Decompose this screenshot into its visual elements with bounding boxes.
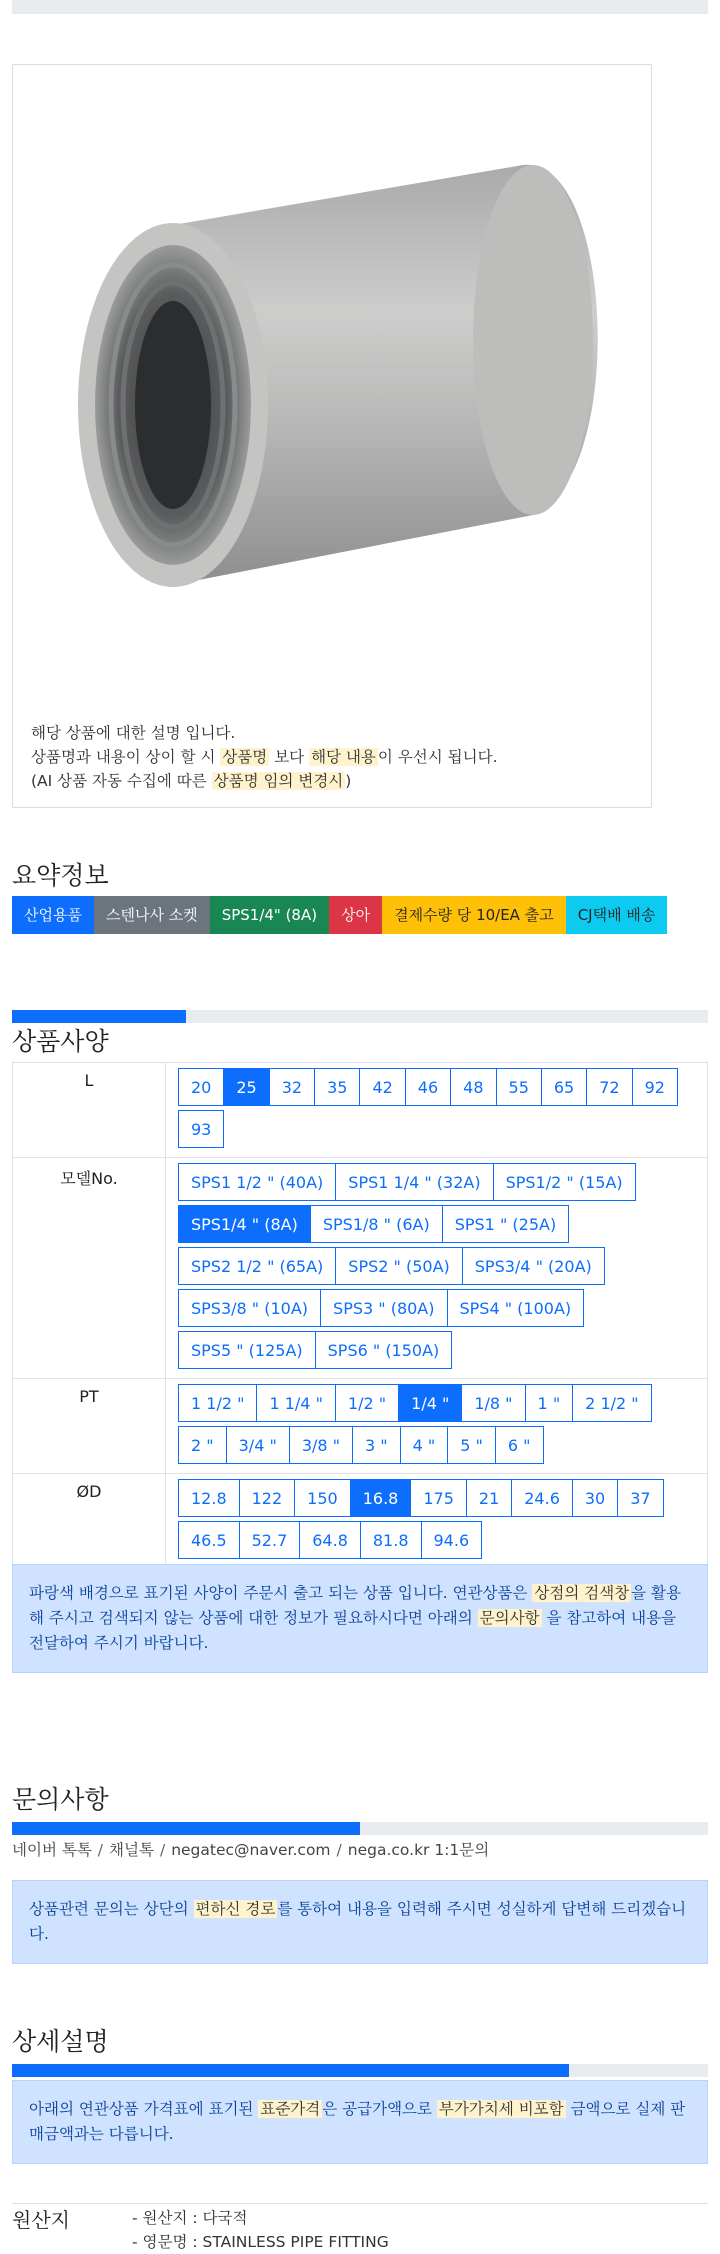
spec-option[interactable]: 46 [405, 1068, 451, 1106]
origin-english-name: - 영문명 : STAINLESS PIPE FITTING [132, 2233, 389, 2251]
product-image-card [12, 64, 652, 808]
spec-notice: 파랑색 배경으로 표기된 사양이 주문시 출고 되는 상품 입니다. 연관상품은 상점의 검색창 을 활용해 주시고 검색되지 않는 상품에 대한 정보가 필요하시다면 아래의 문의사항 을 참고하여 내용을 전달하여 주시기 바랍니다. [12, 1564, 708, 1673]
desc-line-1: 해당 상품에 대한 설명 입니다. [31, 724, 236, 742]
contact-website[interactable]: nega.co.kr 1:1문의 [347, 1841, 490, 1859]
spec-option[interactable]: 1/2 " [335, 1384, 399, 1422]
spec-option[interactable]: 150 [294, 1479, 351, 1517]
spec-title: 상품사양 [12, 1027, 109, 1056]
spec-option[interactable]: 3/8 " [289, 1426, 353, 1464]
top-bar [12, 0, 708, 14]
spec-option[interactable]: 42 [359, 1068, 405, 1106]
badge-shipping: CJ택배 배송 [566, 896, 668, 934]
spec-option[interactable]: 6 " [495, 1426, 544, 1464]
summary-badges [12, 896, 667, 934]
spec-option[interactable]: 72 [586, 1068, 632, 1106]
spec-option[interactable]: 35 [314, 1068, 360, 1106]
origin-country: - 원산지 : 다국적 [132, 2209, 248, 2227]
spec-label: PT [13, 1379, 166, 1474]
highlight-contact-route: 편하신 경로 [195, 1900, 276, 1918]
spec-option[interactable]: 81.8 [360, 1521, 422, 1559]
spec-options [178, 1163, 695, 1373]
spec-option[interactable]: 94.6 [421, 1521, 483, 1559]
detail-progress [12, 2064, 708, 2077]
spec-option[interactable]: SPS3/8 " (10A) [178, 1289, 321, 1327]
inquiry-notice: 상품관련 문의는 상단의 편하신 경로 를 통하여 내용을 입력해 주시면 성실하게 답변해 드리겠습니다. [12, 1880, 708, 1964]
badge-category: 산업용품 [12, 896, 94, 934]
spec-option[interactable]: SPS3 " (80A) [320, 1289, 447, 1327]
spec-option[interactable]: SPS4 " (100A) [447, 1289, 585, 1327]
detail-notice: 아래의 연관상품 가격표에 표기된 표준가격 은 공급가액으로 부가가치세 비포함 금액으로 실제 판매금액과는 다릅니다. [12, 2080, 708, 2164]
spec-label: ØD [13, 1474, 166, 1569]
spec-option[interactable]: 1 " [525, 1384, 574, 1422]
spec-option[interactable]: 52.7 [239, 1521, 301, 1559]
highlight-product-name: 상품명 [222, 748, 268, 766]
spec-option[interactable]: 37 [617, 1479, 663, 1517]
contact-naver-talk[interactable]: 네이버 톡톡 [12, 1841, 92, 1859]
badge-model: SPS1/4" (8A) [210, 896, 329, 934]
spec-option[interactable]: 1 1/4 " [256, 1384, 335, 1422]
spec-option[interactable]: 65 [541, 1068, 587, 1106]
spec-option-selected[interactable]: 25 [223, 1068, 269, 1106]
spec-option-selected[interactable]: 1/4 " [398, 1384, 462, 1422]
spec-option[interactable]: 3 " [352, 1426, 401, 1464]
badge-quantity: 결제수량 당 10/EA 출고 [382, 896, 566, 934]
spec-row [13, 1379, 708, 1474]
spec-row [13, 1063, 708, 1158]
spec-option[interactable]: SPS1 1/4 " (32A) [335, 1163, 493, 1201]
spec-option[interactable]: 46.5 [178, 1521, 240, 1559]
spec-option[interactable]: 4 " [400, 1426, 449, 1464]
highlight-name-change: 상품명 임의 변경시 [213, 772, 344, 790]
spec-option[interactable]: 48 [450, 1068, 496, 1106]
inquiry-progress-fill [12, 1822, 360, 1835]
spec-option[interactable]: 1 1/2 " [178, 1384, 257, 1422]
spec-option[interactable]: SPS2 1/2 " (65A) [178, 1247, 336, 1285]
spec-option[interactable]: SPS5 " (125A) [178, 1331, 316, 1369]
spec-options [178, 1384, 695, 1468]
summary-title: 요약정보 [12, 861, 109, 890]
spec-option[interactable]: 24.6 [511, 1479, 573, 1517]
spec-option[interactable]: 21 [466, 1479, 512, 1517]
highlight-standard-price: 표준가격 [260, 2100, 321, 2118]
spec-option[interactable]: SPS1/2 " (15A) [493, 1163, 636, 1201]
spec-option[interactable]: SPS2 " (50A) [335, 1247, 462, 1285]
spec-table [12, 1062, 708, 1569]
spec-option[interactable]: 93 [178, 1110, 224, 1148]
spec-option[interactable]: 122 [239, 1479, 296, 1517]
origin-list [132, 2206, 389, 2254]
spec-label: L [13, 1063, 166, 1158]
spec-option[interactable]: SPS3/4 " (20A) [462, 1247, 605, 1285]
spec-option[interactable]: 30 [572, 1479, 618, 1517]
spec-options [178, 1479, 695, 1563]
spec-row [13, 1158, 708, 1379]
spec-option[interactable]: 32 [269, 1068, 315, 1106]
spec-option-selected[interactable]: SPS1/4 " (8A) [178, 1205, 311, 1243]
highlight-search-box: 상점의 검색창 [534, 1584, 630, 1602]
spec-option[interactable]: 5 " [447, 1426, 496, 1464]
product-description: 해당 상품에 대한 설명 입니다. 상품명과 내용이 상이 할 시 상품명 보다 해당 내용 이 우선시 됩니다. (AI 상품 자동 수집에 따른 상품명 임의 변경시 ) [31, 724, 498, 790]
spec-progress [12, 1010, 708, 1023]
spec-label: 모델No. [13, 1158, 166, 1379]
spec-option[interactable]: 12.8 [178, 1479, 240, 1517]
spec-row [13, 1474, 708, 1569]
spec-option[interactable]: 2 " [178, 1426, 227, 1464]
inquiry-title: 문의사항 [12, 1785, 109, 1814]
badge-color: 상아 [329, 896, 382, 934]
contact-email[interactable]: negatec@naver.com [171, 1841, 331, 1859]
origin-label: 원산지 [12, 2208, 70, 2232]
spec-option-selected[interactable]: 16.8 [350, 1479, 412, 1517]
spec-option[interactable]: SPS1/8 " (6A) [310, 1205, 443, 1243]
detail-title: 상세설명 [12, 2027, 109, 2056]
highlight-inquiry: 문의사항 [479, 1609, 540, 1627]
origin-divider [12, 2203, 708, 2204]
inquiry-progress [12, 1822, 708, 1835]
spec-option[interactable]: 92 [632, 1068, 678, 1106]
spec-option[interactable]: 64.8 [299, 1521, 361, 1559]
spec-option[interactable]: 20 [178, 1068, 224, 1106]
spec-option[interactable]: SPS1 " (25A) [442, 1205, 569, 1243]
contact-channel-talk[interactable]: 채널톡 [109, 1841, 154, 1859]
detail-progress-fill [12, 2064, 569, 2077]
badge-product-type: 스텐나사 소켓 [94, 896, 210, 934]
spec-option[interactable]: 175 [410, 1479, 467, 1517]
spec-option[interactable]: 2 1/2 " [572, 1384, 651, 1422]
highlight-vat-excluded: 부가가치세 비포함 [438, 2100, 564, 2118]
spec-options [178, 1068, 695, 1152]
contact-links: 네이버 톡톡 / 채널톡 / negatec@naver.com / nega.co.kr 1:1문의 [12, 1841, 490, 1859]
highlight-content: 해당 내용 [311, 748, 376, 766]
spec-option[interactable]: 1/8 " [461, 1384, 525, 1422]
spec-option[interactable]: 55 [496, 1068, 542, 1106]
spec-option[interactable]: SPS6 " (150A) [315, 1331, 453, 1369]
pipe-socket-image [53, 115, 633, 635]
spec-option[interactable]: 3/4 " [226, 1426, 290, 1464]
spec-option[interactable]: SPS1 1/2 " (40A) [178, 1163, 336, 1201]
